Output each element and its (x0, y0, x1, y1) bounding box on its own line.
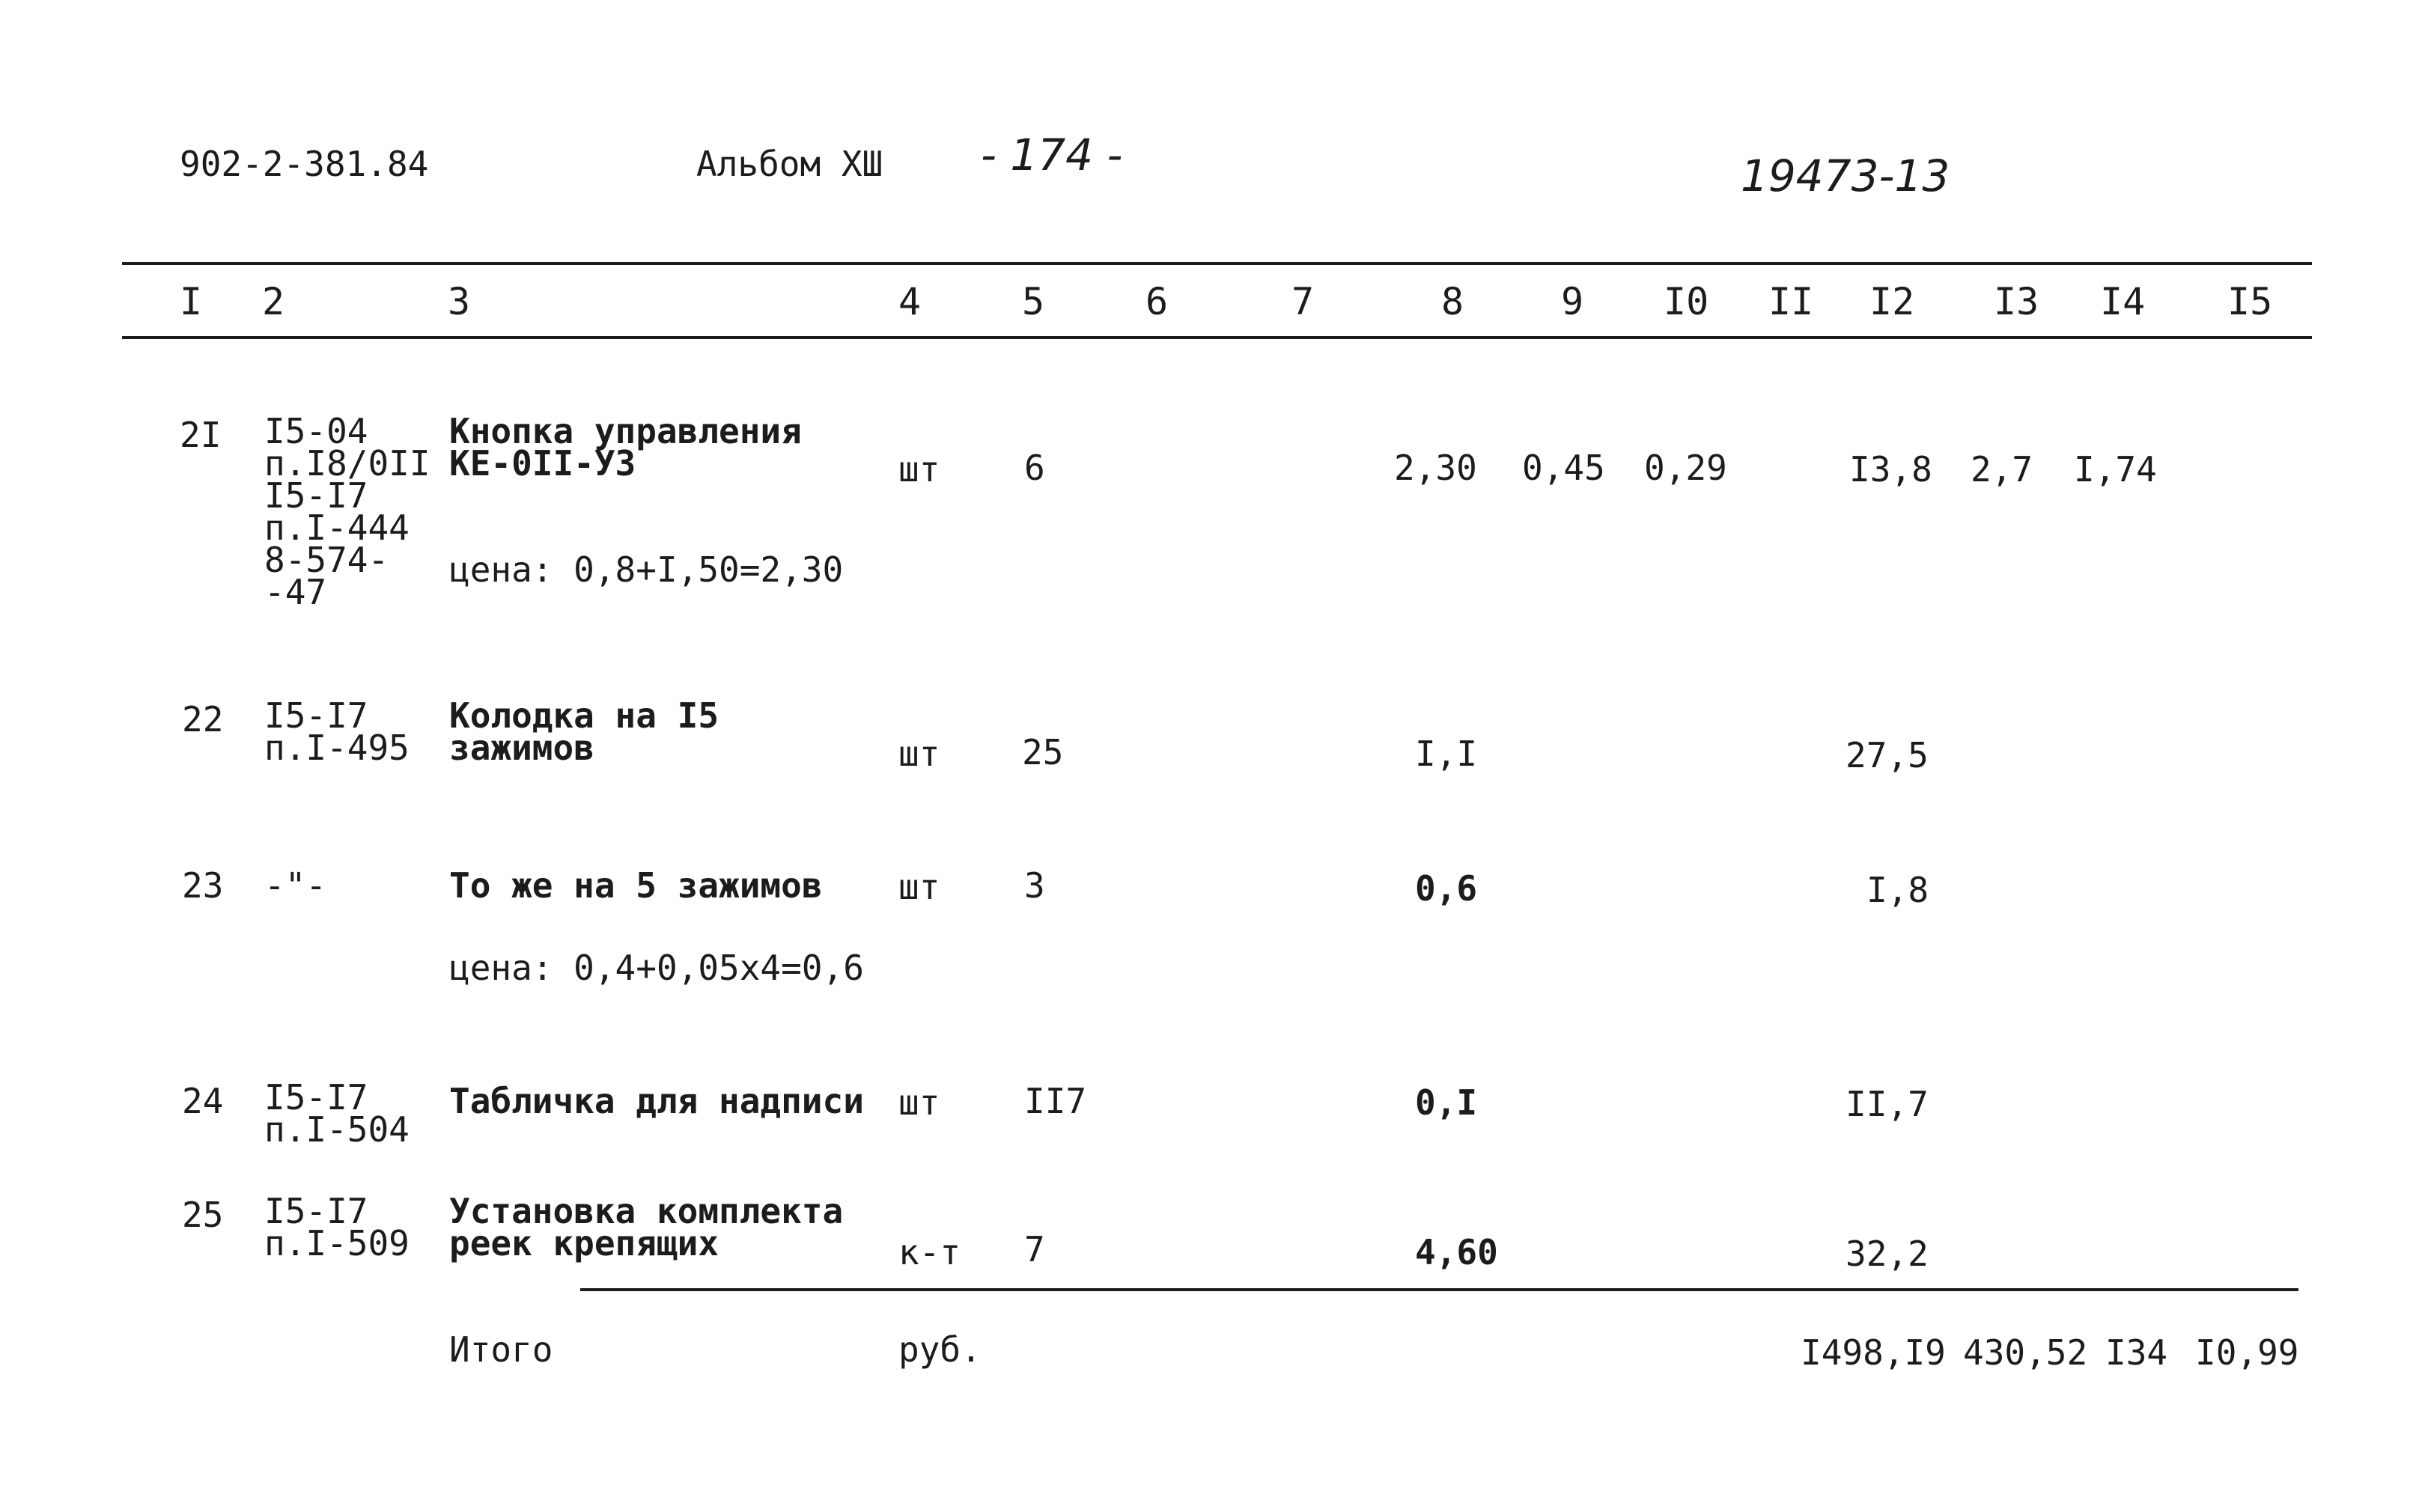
row-22-unit: шт (898, 734, 940, 774)
row-23-name: То же на 5 зажимов (449, 865, 823, 906)
row-21-col-10: 0,29 (1644, 448, 1727, 488)
row-23-number: 23 (182, 865, 224, 906)
row-24-name: Табличка для надписи (449, 1081, 864, 1121)
row-25-quantity: 7 (1024, 1229, 1045, 1269)
column-header-2: 2 (262, 280, 285, 323)
row-22-quantity: 25 (1022, 732, 1064, 772)
row-21-price-note: цена: 0,8+I,50=2,30 (449, 549, 844, 590)
document-number: 902-2-381.84 (180, 144, 429, 184)
row-21-unit: шт (898, 449, 940, 490)
column-header-6: 6 (1145, 280, 1169, 323)
row-22-col-12: 27,5 (1846, 735, 1929, 775)
row-21-col-9: 0,45 (1522, 448, 1605, 488)
row-23-quantity: 3 (1024, 865, 1045, 906)
row-21-name: Кнопка управления КЕ-0II-У3 (449, 411, 802, 484)
row-21-quantity: 6 (1024, 448, 1045, 488)
row-22-code: I5-I7 п.I-495 (264, 695, 410, 768)
row-24-quantity: II7 (1024, 1081, 1087, 1121)
column-header-8: 8 (1441, 280, 1464, 323)
album-label: Альбом ХШ (696, 144, 883, 184)
row-24-code: I5-I7 п.I-504 (264, 1077, 410, 1150)
column-header-14: I4 (2100, 280, 2146, 323)
column-header-12: I2 (1869, 280, 1915, 323)
total-rule (580, 1288, 2298, 1291)
total-label: Итого (449, 1329, 553, 1370)
column-header-4: 4 (898, 280, 922, 323)
row-22-name: Колодка на I5 зажимов (449, 695, 719, 768)
column-header-10: I0 (1664, 280, 1709, 323)
column-header-1: I (180, 280, 203, 323)
row-24-col-8: 0,I (1415, 1082, 1478, 1123)
row-25-col-8: 4,60 (1415, 1232, 1498, 1272)
row-21-code: I5-04 п.I8/0II I5-I7 п.I-444 8-574- -47 (264, 411, 430, 612)
row-21-col-14: I,74 (2074, 449, 2157, 490)
row-21-col-8: 2,30 (1394, 448, 1477, 488)
column-header-13: I3 (1994, 280, 2039, 323)
row-21-col-13: 2,7 (1971, 449, 2033, 490)
row-24-col-12: II,7 (1846, 1084, 1929, 1124)
row-25-unit: к-т (898, 1232, 961, 1272)
column-header-9: 9 (1561, 280, 1584, 323)
row-23-col-8: 0,6 (1415, 868, 1478, 909)
row-22-number: 22 (182, 699, 224, 740)
column-header-15: I5 (2227, 280, 2273, 323)
row-23-price-note: цена: 0,4+0,05х4=0,6 (449, 948, 864, 988)
row-21-col-12: I3,8 (1849, 449, 1932, 490)
total-col-14: I34 (2105, 1332, 2168, 1373)
column-header-11: II (1768, 280, 1814, 323)
row-24-number: 24 (182, 1081, 224, 1121)
column-header-7: 7 (1291, 280, 1315, 323)
row-24-unit: шт (898, 1082, 940, 1123)
page-number: - 174 - (981, 129, 1123, 180)
row-23-col-12: I,8 (1866, 870, 1929, 910)
header-top-rule (122, 262, 2312, 265)
row-25-code: I5-I7 п.I-509 (264, 1191, 410, 1263)
row-25-name: Установка комплекта реек крепящих (449, 1191, 844, 1263)
row-23-code: -"- (264, 865, 327, 906)
row-21-number: 2I (180, 415, 222, 455)
row-22-col-8: I,I (1415, 734, 1478, 774)
total-col-13: 430,52 (1963, 1332, 2088, 1373)
header-bottom-rule (122, 336, 2312, 339)
total-unit: руб. (898, 1329, 982, 1370)
column-header-3: 3 (448, 280, 471, 323)
total-col-12: I498,I9 (1801, 1332, 1946, 1373)
column-header-5: 5 (1022, 280, 1045, 323)
row-25-number: 25 (182, 1195, 224, 1235)
archive-number: 19473-13 (1741, 150, 1950, 201)
row-23-unit: шт (898, 867, 940, 907)
total-col-15: I0,99 (2195, 1332, 2299, 1373)
row-25-col-12: 32,2 (1846, 1234, 1929, 1274)
